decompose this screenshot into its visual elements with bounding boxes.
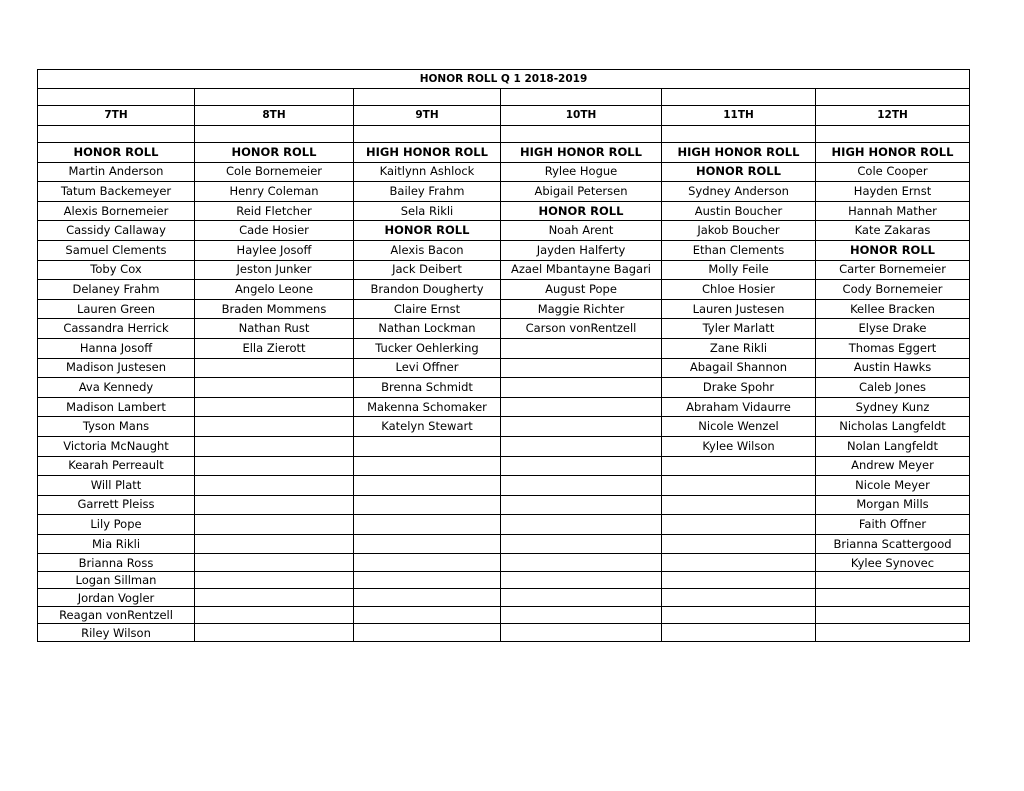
empty-cell	[354, 515, 501, 535]
section-header-cell: HONOR ROLL	[38, 143, 195, 163]
student-name-cell: Martin Anderson	[38, 162, 195, 182]
student-name-cell: Sydney Anderson	[662, 182, 816, 202]
student-name-cell: Nicholas Langfeldt	[816, 417, 970, 437]
student-name-cell: Faith Offner	[816, 515, 970, 535]
table-row	[38, 624, 970, 642]
empty-cell	[354, 436, 501, 456]
empty-cell	[195, 456, 354, 476]
table-row	[38, 456, 970, 476]
table-row	[38, 436, 970, 456]
title-row	[38, 70, 970, 89]
student-name-cell: August Pope	[501, 280, 662, 300]
table-row	[38, 534, 970, 554]
student-name-cell: Brenna Schmidt	[354, 378, 501, 398]
student-name-cell: Hayden Ernst	[816, 182, 970, 202]
empty-cell	[195, 589, 354, 607]
student-name-cell: Ella Zierott	[195, 338, 354, 358]
student-name-cell: Cade Hosier	[195, 221, 354, 241]
section-header-cell: HIGH HONOR ROLL	[501, 143, 662, 163]
student-name-cell: Kaitlynn Ashlock	[354, 162, 501, 182]
grade-header: 11TH	[662, 106, 816, 126]
table-row	[38, 397, 970, 417]
empty-cell	[662, 589, 816, 607]
empty-cell	[662, 571, 816, 589]
student-name-cell: Zane Rikli	[662, 338, 816, 358]
student-name-cell: Reid Fletcher	[195, 201, 354, 221]
student-name-cell: Lauren Green	[38, 299, 195, 319]
empty-cell	[354, 554, 501, 572]
table-row	[38, 571, 970, 589]
empty-cell	[195, 571, 354, 589]
table-row	[38, 240, 970, 260]
table-row	[38, 319, 970, 339]
table-row	[38, 162, 970, 182]
table-row	[38, 495, 970, 515]
student-name-cell: Samuel Clements	[38, 240, 195, 260]
section-header-cell: HONOR ROLL	[662, 162, 816, 182]
table-row	[38, 358, 970, 378]
table-row	[38, 143, 970, 163]
empty-cell	[662, 624, 816, 642]
empty-cell	[354, 589, 501, 607]
student-name-cell: Tyson Mans	[38, 417, 195, 437]
student-name-cell: Nicole Meyer	[816, 476, 970, 496]
empty-cell	[501, 515, 662, 535]
empty-cell	[501, 358, 662, 378]
student-name-cell: Cole Cooper	[816, 162, 970, 182]
student-name-cell: Claire Ernst	[354, 299, 501, 319]
empty-cell	[501, 606, 662, 624]
empty-cell	[501, 456, 662, 476]
empty-cell	[662, 476, 816, 496]
student-name-cell: Sydney Kunz	[816, 397, 970, 417]
empty-cell	[195, 358, 354, 378]
blank-row	[38, 89, 970, 106]
student-name-cell: Cassidy Callaway	[38, 221, 195, 241]
student-name-cell: Brandon Dougherty	[354, 280, 501, 300]
empty-cell	[195, 417, 354, 437]
student-name-cell: Carter Bornemeier	[816, 260, 970, 280]
grade-header: 9TH	[354, 106, 501, 126]
student-name-cell: Hanna Josoff	[38, 338, 195, 358]
student-name-cell: Brianna Scattergood	[816, 534, 970, 554]
student-name-cell: Alexis Bacon	[354, 240, 501, 260]
empty-cell	[816, 571, 970, 589]
student-name-cell: Jayden Halferty	[501, 240, 662, 260]
student-name-cell: Caleb Jones	[816, 378, 970, 398]
section-header-cell: HONOR ROLL	[816, 240, 970, 260]
empty-cell	[662, 456, 816, 476]
empty-cell	[662, 606, 816, 624]
blank-row	[38, 126, 970, 143]
student-name-cell: Maggie Richter	[501, 299, 662, 319]
student-name-cell: Nicole Wenzel	[662, 417, 816, 437]
grade-header: 12TH	[816, 106, 970, 126]
student-name-cell: Tatum Backemeyer	[38, 182, 195, 202]
student-name-cell: Cole Bornemeier	[195, 162, 354, 182]
empty-cell	[501, 378, 662, 398]
empty-cell	[501, 589, 662, 607]
student-name-cell: Jakob Boucher	[662, 221, 816, 241]
section-header-cell: HIGH HONOR ROLL	[662, 143, 816, 163]
student-name-cell: Nolan Langfeldt	[816, 436, 970, 456]
empty-cell	[501, 554, 662, 572]
empty-cell	[195, 554, 354, 572]
student-name-cell: Cody Bornemeier	[816, 280, 970, 300]
student-name-cell: Brianna Ross	[38, 554, 195, 572]
table-row	[38, 201, 970, 221]
empty-cell	[354, 571, 501, 589]
empty-cell	[501, 476, 662, 496]
empty-cell	[816, 624, 970, 642]
student-name-cell: Jeston Junker	[195, 260, 354, 280]
empty-cell	[816, 589, 970, 607]
empty-cell	[195, 606, 354, 624]
section-header-cell: HIGH HONOR ROLL	[354, 143, 501, 163]
student-name-cell: Will Platt	[38, 476, 195, 496]
empty-cell	[816, 606, 970, 624]
student-name-cell: Drake Spohr	[662, 378, 816, 398]
student-name-cell: Rylee Hogue	[501, 162, 662, 182]
empty-cell	[501, 436, 662, 456]
table-row	[38, 221, 970, 241]
empty-cell	[195, 534, 354, 554]
empty-cell	[501, 495, 662, 515]
student-name-cell: Lily Pope	[38, 515, 195, 535]
student-name-cell: Carson vonRentzell	[501, 319, 662, 339]
student-name-cell: Noah Arent	[501, 221, 662, 241]
student-name-cell: Tyler Marlatt	[662, 319, 816, 339]
empty-cell	[662, 515, 816, 535]
empty-cell	[501, 534, 662, 554]
student-name-cell: Delaney Frahm	[38, 280, 195, 300]
student-name-cell: Abagail Shannon	[662, 358, 816, 378]
student-name-cell: Nathan Rust	[195, 319, 354, 339]
student-name-cell: Kate Zakaras	[816, 221, 970, 241]
empty-cell	[195, 476, 354, 496]
empty-cell	[195, 378, 354, 398]
student-name-cell: Austin Hawks	[816, 358, 970, 378]
empty-cell	[354, 456, 501, 476]
empty-cell	[354, 476, 501, 496]
table-row	[38, 280, 970, 300]
section-header-cell: HONOR ROLL	[195, 143, 354, 163]
student-name-cell: Madison Lambert	[38, 397, 195, 417]
table-row	[38, 476, 970, 496]
student-name-cell: Reagan vonRentzell	[38, 606, 195, 624]
student-name-cell: Katelyn Stewart	[354, 417, 501, 437]
student-name-cell: Levi Offner	[354, 358, 501, 378]
student-name-cell: Riley Wilson	[38, 624, 195, 642]
student-name-cell: Jordan Vogler	[38, 589, 195, 607]
empty-cell	[354, 534, 501, 554]
table-row	[38, 260, 970, 280]
student-name-cell: Henry Coleman	[195, 182, 354, 202]
empty-cell	[501, 338, 662, 358]
table-row	[38, 378, 970, 398]
grade-header: 8TH	[195, 106, 354, 126]
empty-cell	[662, 554, 816, 572]
student-name-cell: Braden Mommens	[195, 299, 354, 319]
empty-cell	[501, 417, 662, 437]
student-name-cell: Kearah Perreault	[38, 456, 195, 476]
student-name-cell: Alexis Bornemeier	[38, 201, 195, 221]
table-title: HONOR ROLL Q 1 2018-2019	[38, 70, 970, 89]
student-name-cell: Hannah Mather	[816, 201, 970, 221]
student-name-cell: Victoria McNaught	[38, 436, 195, 456]
student-name-cell: Haylee Josoff	[195, 240, 354, 260]
student-name-cell: Abigail Petersen	[501, 182, 662, 202]
student-name-cell: Ethan Clements	[662, 240, 816, 260]
section-header-cell: HONOR ROLL	[354, 221, 501, 241]
grade-header-row	[38, 106, 970, 126]
table-row	[38, 554, 970, 572]
student-name-cell: Bailey Frahm	[354, 182, 501, 202]
empty-cell	[501, 624, 662, 642]
student-name-cell: Andrew Meyer	[816, 456, 970, 476]
student-name-cell: Sela Rikli	[354, 201, 501, 221]
student-name-cell: Chloe Hosier	[662, 280, 816, 300]
empty-cell	[501, 397, 662, 417]
section-header-cell: HIGH HONOR ROLL	[816, 143, 970, 163]
empty-cell	[662, 495, 816, 515]
grade-header: 7TH	[38, 106, 195, 126]
student-name-cell: Elyse Drake	[816, 319, 970, 339]
student-name-cell: Molly Feile	[662, 260, 816, 280]
student-name-cell: Kylee Wilson	[662, 436, 816, 456]
student-name-cell: Azael Mbantayne Bagari	[501, 260, 662, 280]
honor-roll-table	[37, 69, 970, 642]
student-name-cell: Logan Sillman	[38, 571, 195, 589]
student-name-cell: Nathan Lockman	[354, 319, 501, 339]
empty-cell	[195, 515, 354, 535]
student-name-cell: Mia Rikli	[38, 534, 195, 554]
table-row	[38, 417, 970, 437]
student-name-cell: Cassandra Herrick	[38, 319, 195, 339]
empty-cell	[195, 495, 354, 515]
table-row	[38, 589, 970, 607]
student-name-cell: Garrett Pleiss	[38, 495, 195, 515]
student-name-cell: Madison Justesen	[38, 358, 195, 378]
student-name-cell: Ava Kennedy	[38, 378, 195, 398]
student-name-cell: Thomas Eggert	[816, 338, 970, 358]
table-row	[38, 606, 970, 624]
empty-cell	[195, 436, 354, 456]
student-name-cell: Jack Deibert	[354, 260, 501, 280]
empty-cell	[195, 624, 354, 642]
table-row	[38, 338, 970, 358]
empty-cell	[354, 495, 501, 515]
student-name-cell: Tucker Oehlerking	[354, 338, 501, 358]
student-name-cell: Morgan Mills	[816, 495, 970, 515]
grade-header: 10TH	[501, 106, 662, 126]
student-name-cell: Kellee Bracken	[816, 299, 970, 319]
student-name-cell: Kylee Synovec	[816, 554, 970, 572]
table-row	[38, 299, 970, 319]
empty-cell	[354, 624, 501, 642]
table-row	[38, 515, 970, 535]
student-name-cell: Abraham Vidaurre	[662, 397, 816, 417]
empty-cell	[195, 397, 354, 417]
empty-cell	[501, 571, 662, 589]
empty-cell	[662, 534, 816, 554]
table-row	[38, 182, 970, 202]
section-header-cell: HONOR ROLL	[501, 201, 662, 221]
student-name-cell: Makenna Schomaker	[354, 397, 501, 417]
student-name-cell: Toby Cox	[38, 260, 195, 280]
student-name-cell: Austin Boucher	[662, 201, 816, 221]
empty-cell	[354, 606, 501, 624]
student-name-cell: Lauren Justesen	[662, 299, 816, 319]
student-name-cell: Angelo Leone	[195, 280, 354, 300]
